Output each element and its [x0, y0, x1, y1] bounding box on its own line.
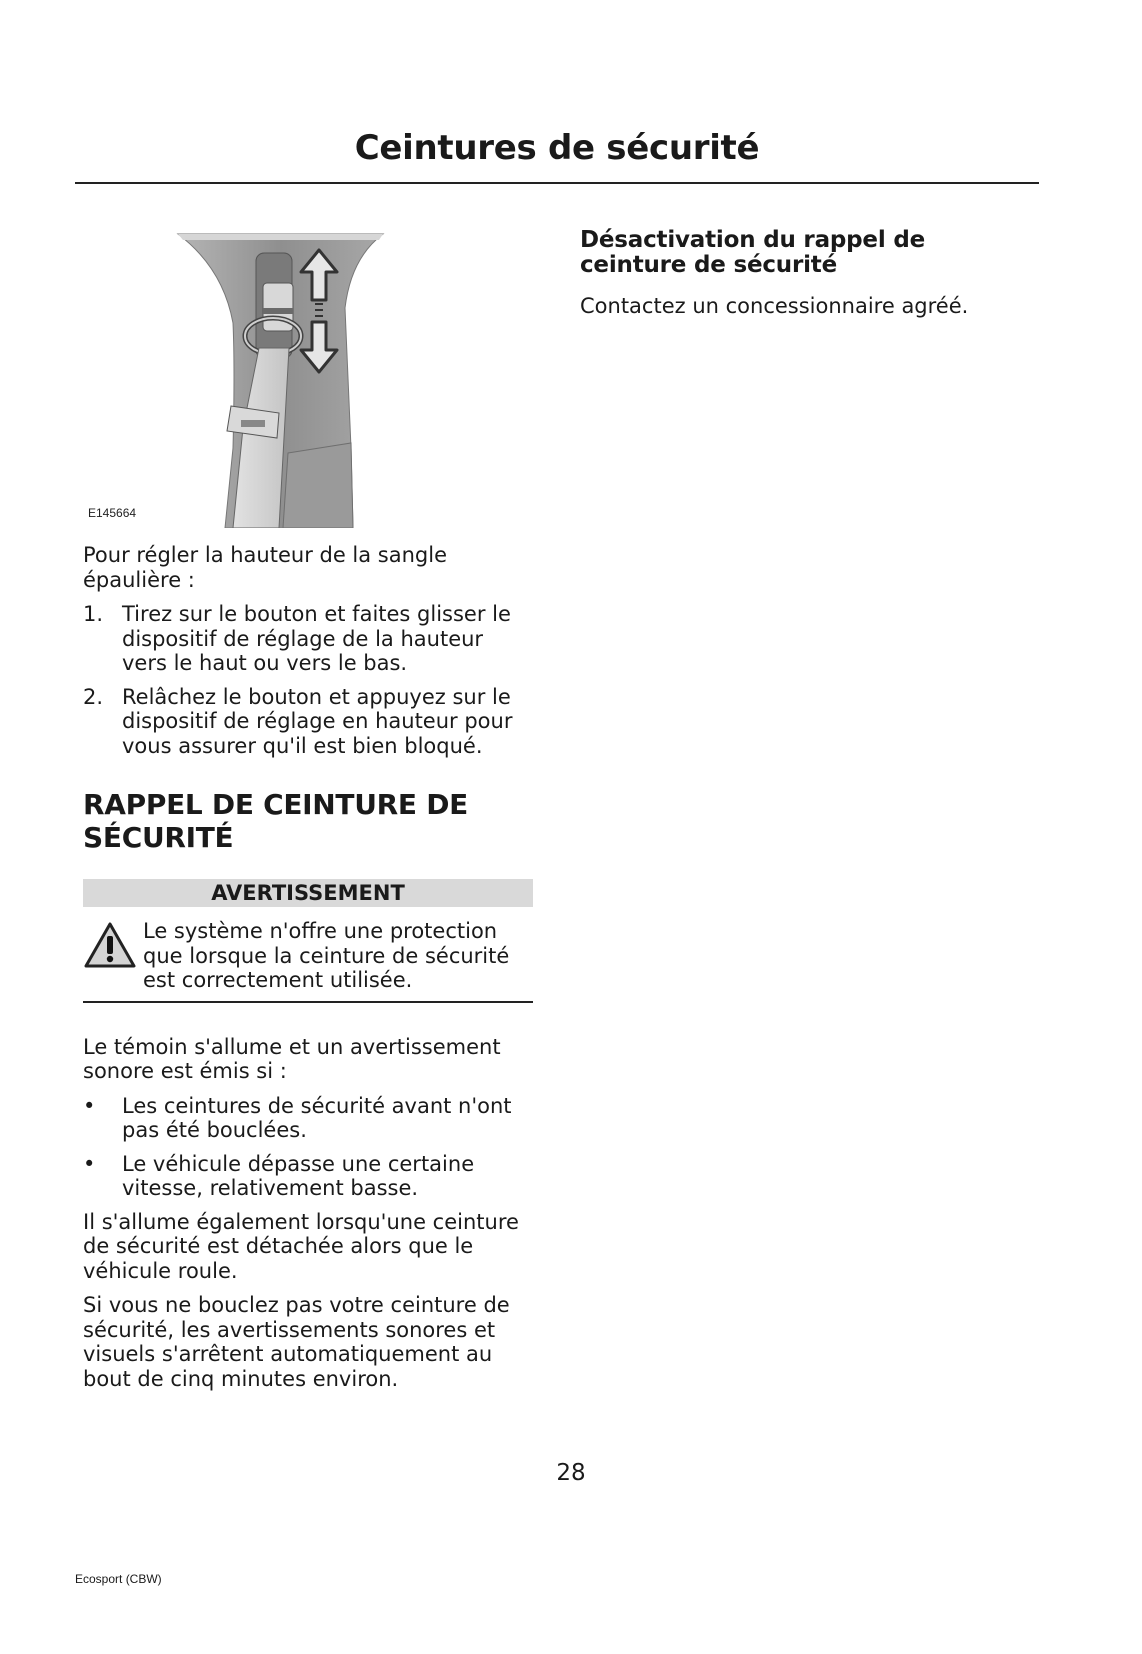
left-column — [83, 228, 533, 1391]
seatbelt-figure — [83, 228, 533, 528]
page-number: 28 — [556, 1460, 586, 1486]
warning-box — [83, 879, 533, 1003]
right-column — [580, 228, 1010, 319]
deactivation-heading: Désactivation du rappel de ceinture de sécurité — [580, 227, 925, 278]
bullet-marker: • — [83, 1093, 96, 1118]
bullet-marker: • — [83, 1151, 96, 1176]
warning-triangle-icon — [83, 919, 143, 993]
adjust-intro: Pour régler la hauteur de la sangle épaulière : — [83, 543, 448, 592]
bullet-text: Les ceintures de sécurité avant n'ont pas été bouclées. — [122, 1093, 512, 1142]
step-text: Tirez sur le bouton et faites glisser le dispositif de réglage de la hauteur vers le haut ou vers le bas. — [122, 602, 511, 675]
reminder-conditions — [83, 1094, 533, 1201]
list-item — [83, 685, 533, 759]
warning-label: AVERTISSEMENT — [83, 879, 533, 907]
deactivation-text: Contactez un concessionnaire agréé. — [580, 294, 969, 318]
warning-body — [83, 907, 533, 1003]
reminder-paragraph-2: Si vous ne bouclez pas votre ceinture de sécurité, les avertissements sonores et visuels s'arrêtent automatiquement au bout de cinq minutes environ. — [83, 1293, 510, 1391]
reminder-paragraph-1: Il s'allume également lorsqu'une ceinture de sécurité est détachée alors que le véhicule roule. — [83, 1209, 519, 1283]
figure-id: E145664 — [88, 506, 137, 520]
step-number: 1. — [83, 602, 104, 626]
bullet-text: Le véhicule dépasse une certaine vitesse, relativement basse. — [122, 1151, 475, 1200]
page-title: Ceintures de sécurité — [354, 128, 760, 168]
warning-text: Le système n'offre une protection que lorsque la ceinture de sécurité est correctement utilisée. — [143, 919, 510, 992]
step-text: Relâchez le bouton et appuyez sur le dispositif de réglage en hauteur pour vous assurer qu'il est bien bloqué. — [122, 684, 513, 758]
seatbelt-height-adjuster-illustration — [83, 228, 533, 528]
list-item — [83, 1094, 533, 1143]
adjust-steps — [83, 602, 533, 758]
step-number: 2. — [83, 684, 104, 709]
title-divider — [75, 182, 1039, 184]
footer-model: Ecosport (CBW) — [75, 1572, 162, 1586]
reminder-lead: Le témoin s'allume et un avertissement sonore est émis si : — [83, 1034, 501, 1083]
list-item — [83, 1152, 533, 1201]
section-heading-reminder: RAPPEL DE CEINTURE DE SÉCURITÉ — [83, 788, 468, 854]
list-item — [83, 602, 533, 676]
